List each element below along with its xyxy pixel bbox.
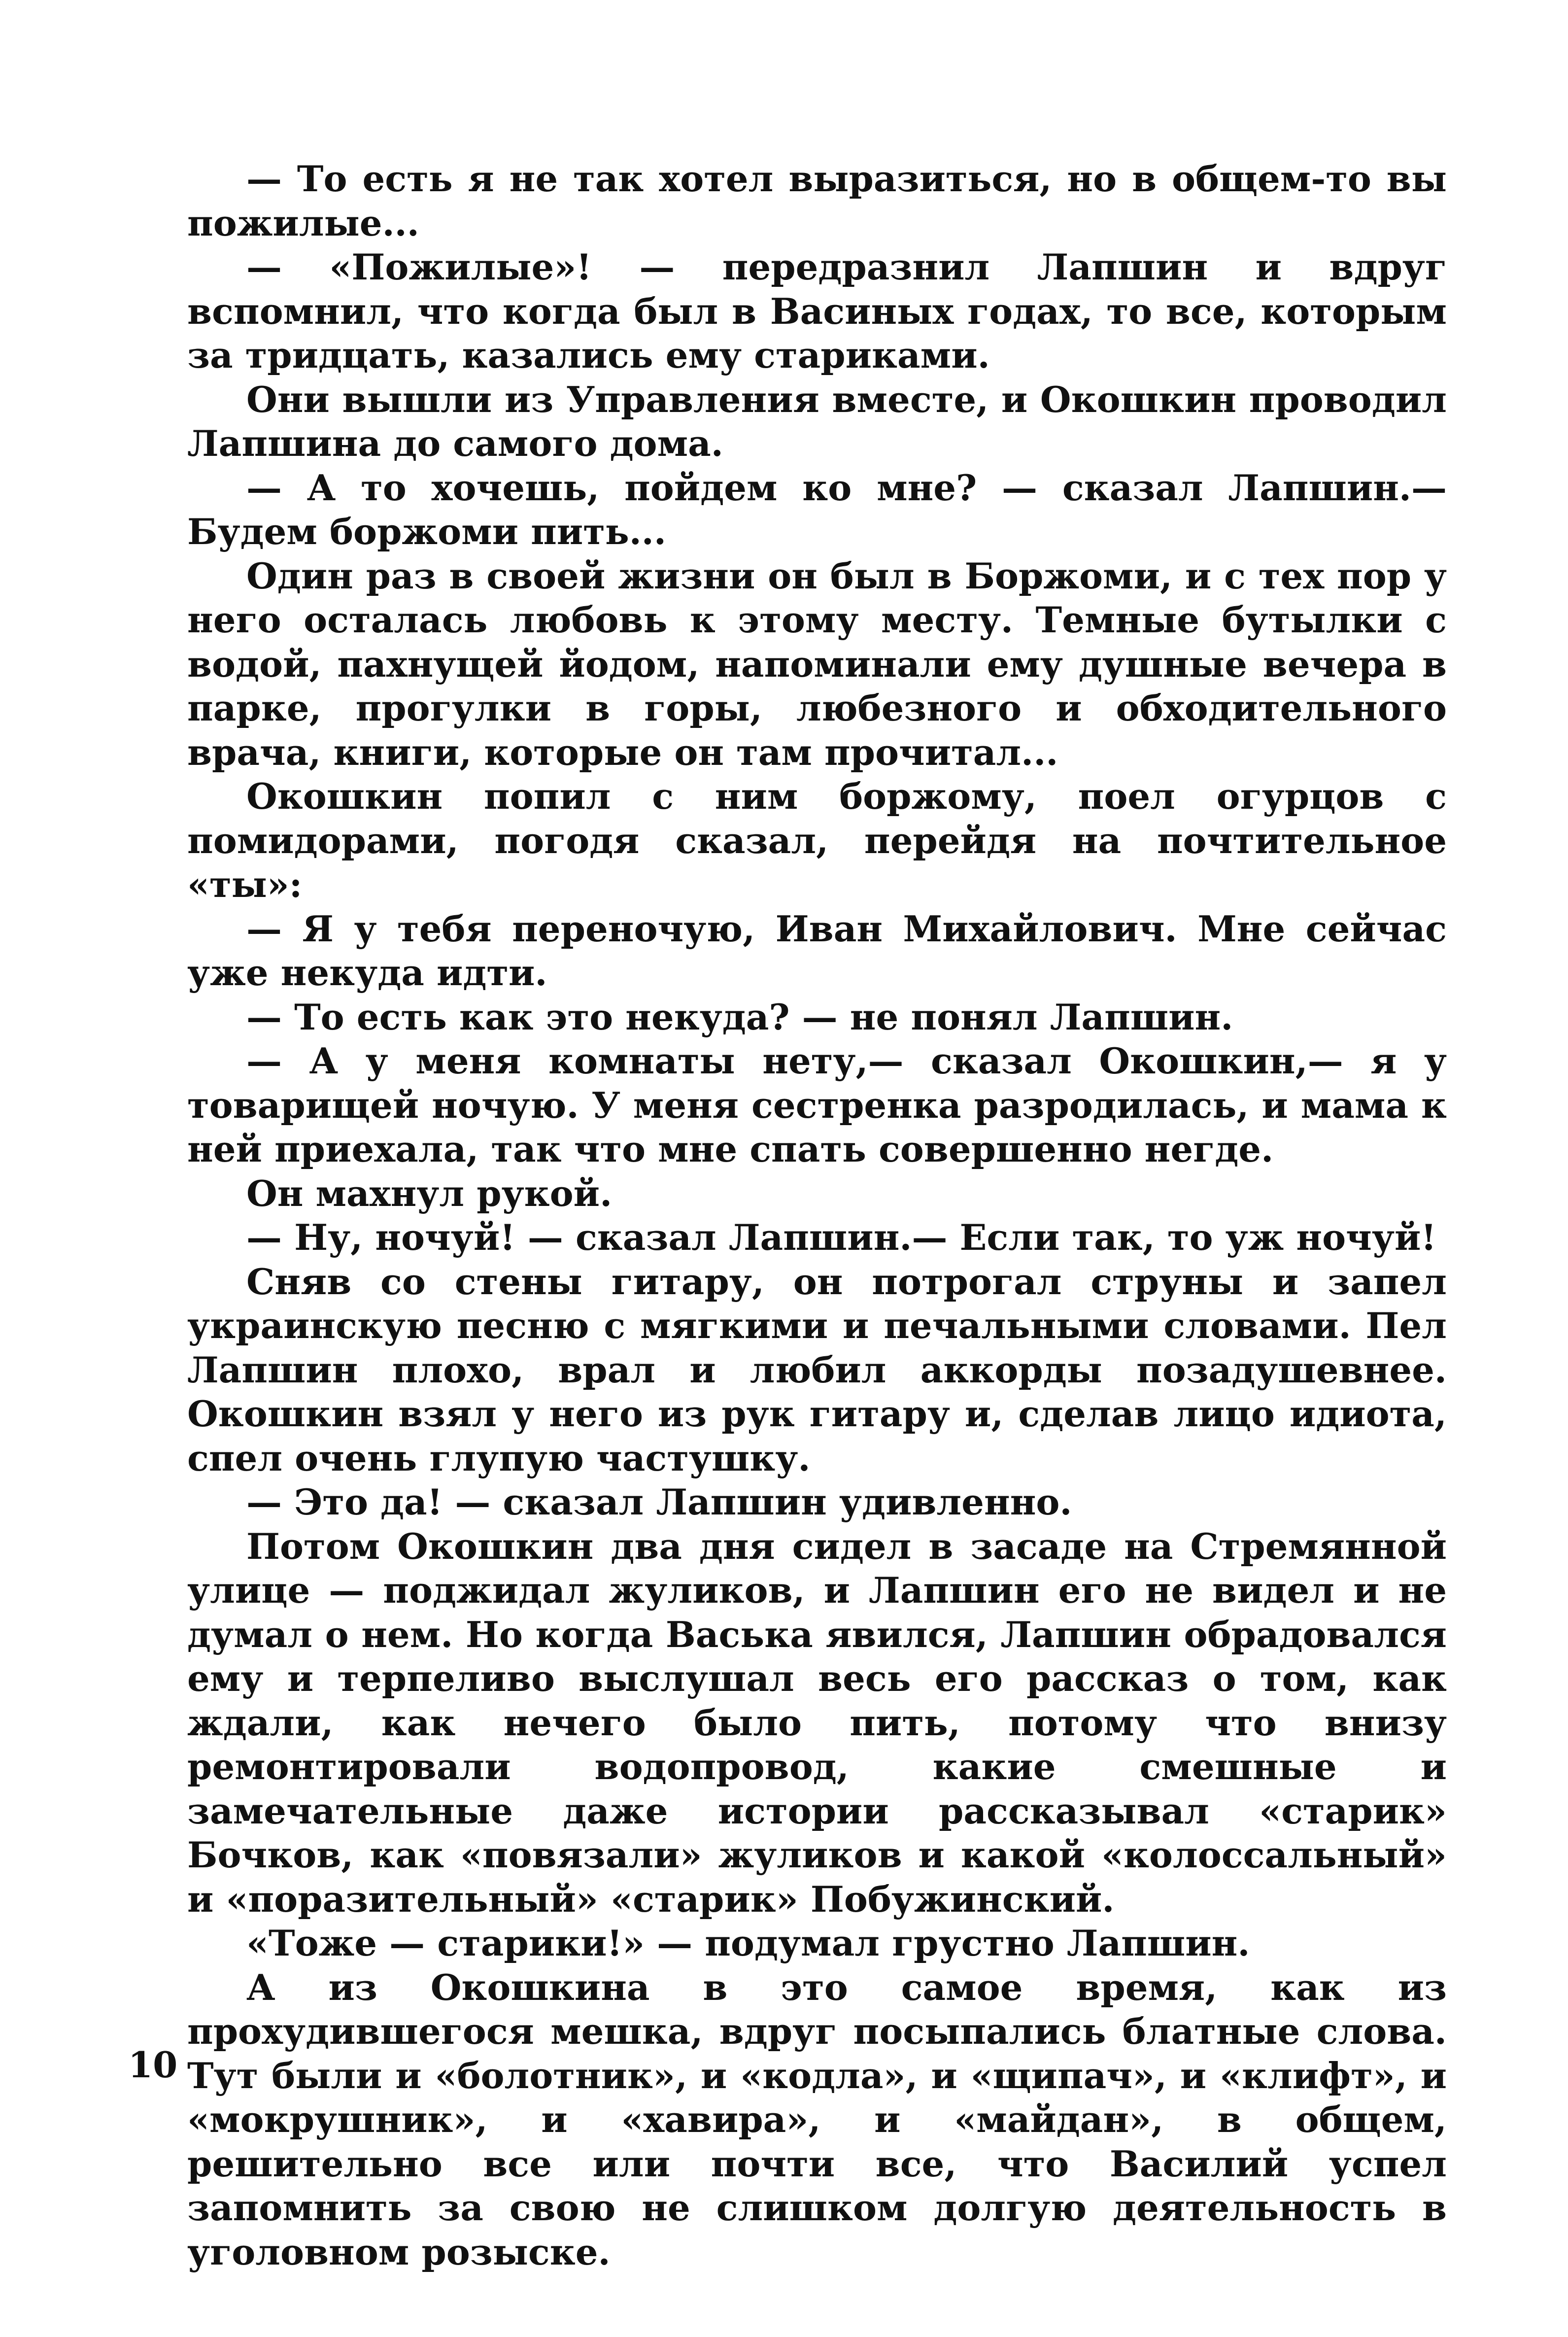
paragraph: Потом Окошкин два дня сидел в засаде на Стремянной улице — поджидал жуликов, и Лапшин его не видел и не думал о нем. Но когда Васька явился, Лапшин обрадовался ему и терпеливо выслушал весь его рассказ о том, как ждали, как нечего было пить, потому что внизу ремонтировали водопровод, какие смешные и замечательные даже истории рассказывал «старик» Бочков, как «повязали» жуликов и какой «колоссальный» и «поразительный» «старик» Побужинский.	[187, 1525, 1447, 1920]
paragraph: — То есть я не так хотел выразиться, но в общем-то вы пожилые...	[187, 158, 1447, 244]
paragraph: — Ну, ночуй! — сказал Лапшин.— Если так, то уж ночуй!	[246, 1216, 1436, 1258]
paragraph: Окошкин попил с ним боржому, поел огурцов с помидорами, погодя сказал, перейдя на почтительное «ты»:	[187, 775, 1447, 905]
page-number: 10	[128, 2044, 178, 2086]
page-text	[187, 157, 1447, 2274]
paragraph: — «Пожилые»! — передразнил Лапшин и вдруг вспомнил, что когда был в Васиных годах, то все, которым за тридцать, казались ему стариками.	[187, 246, 1447, 376]
paragraph: — То есть как это некуда? — не понял Лапшин.	[246, 996, 1233, 1038]
paragraph: Они вышли из Управления вместе, и Окошкин проводил Лапшина до самого дома.	[187, 378, 1447, 464]
paragraph: — Я у тебя переночую, Иван Михайлович. Мне сейчас уже некуда идти.	[187, 907, 1447, 994]
paragraph: «Тоже — старики!» — подумал грустно Лапшин.	[246, 1922, 1250, 1964]
paragraph: Он махнул рукой.	[246, 1172, 613, 1214]
paragraph: — А то хочешь, пойдем ко мне? — сказал Лапшин.— Будем боржоми пить...	[187, 466, 1447, 552]
paragraph: А из Окошкина в это самое время, как из прохудившегося мешка, вдруг посыпались блатные слова. Тут были и «болотник», и «кодла», и «щипач», и «клифт», и «мокрушник», и «хавира», и «майдан», в общем, решительно все или почти все, что Василий успел запомнить за свою не слишком долгую деятельность в уголовном розыске.	[187, 1966, 1447, 2273]
paragraph: — А у меня комнаты нету,— сказал Окошкин,— я у товарищей ночую. У меня сестренка разродилась, и мама к ней приехала, так что мне спать совершенно негде.	[187, 1040, 1447, 1170]
paragraph: — Это да! — сказал Лапшин удивленно.	[246, 1481, 1072, 1523]
paragraph: Один раз в своей жизни он был в Боржоми, и с тех пор у него осталась любовь к этому месту. Темные бутылки с водой, пахнущей йодом, напоминали ему душные вечера в парке, прогулки в горы, любезного и обходительного врача, книги, которые он там прочитал...	[187, 554, 1447, 773]
paragraph: Сняв со стены гитару, он потрогал струны и запел украинскую песню с мягкими и печальными словами. Пел Лапшин плохо, врал и любил аккорды позадушевнее. Окошкин взял у него из рук гитару и, сделав лицо идиота, спел очень глупую частушку.	[187, 1260, 1447, 1479]
